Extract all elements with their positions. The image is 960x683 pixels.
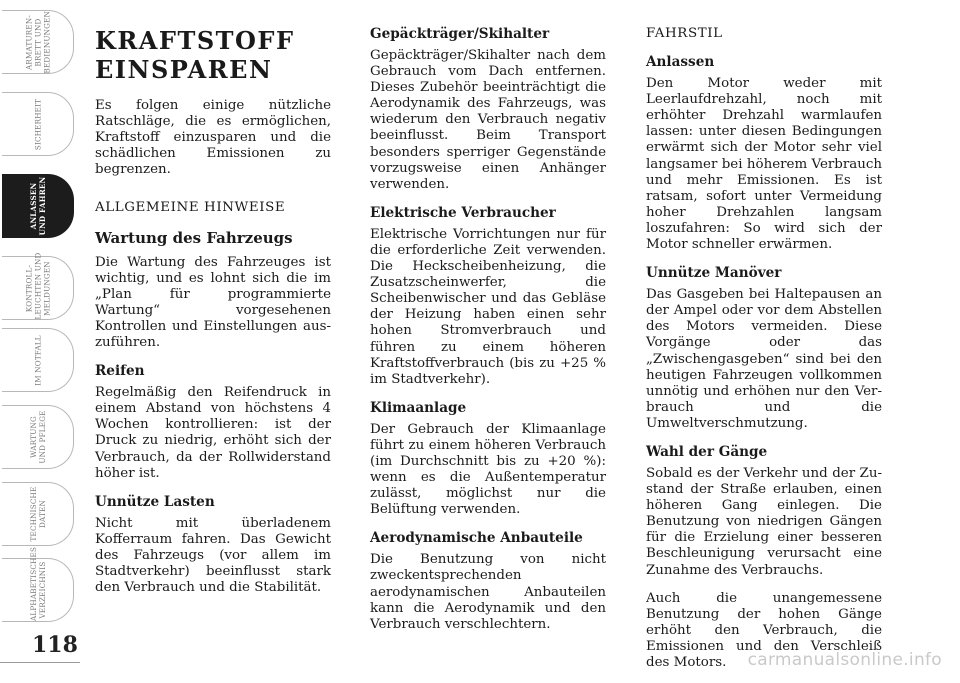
section-heading-fahrstil: FAHRSTIL: [646, 26, 723, 41]
tab-label: ANLASSEN UND FAHREN: [28, 176, 47, 236]
tab-label: KONTROLL- LEUCHTEN UND MELDUNGEN: [24, 252, 51, 319]
tab-im-notfall[interactable]: [2, 328, 74, 392]
paragraph-reifen: Regelmäßig den Reifendruck in einem Abstand von höchstens 4 Wochen kontrollieren: ist der Druck zu niedrig, erhöht sich der Verbrauch, da der Rollwiderstand höher ist.: [95, 385, 331, 481]
tab-kontrollleuchten[interactable]: [2, 252, 74, 320]
page-title: [95, 26, 331, 84]
tab-label: ARMATUREN- BRETT UND BEDIENUNGEN: [24, 10, 51, 73]
section-heading-general: ALLGEMEINE HINWEISE: [95, 200, 286, 216]
heading-gaenge: Wahl der Gänge: [646, 443, 768, 460]
tab-wartung-und-pflege[interactable]: [2, 405, 74, 469]
heading-manoever: Unnütze Manöver: [646, 265, 782, 282]
tab-label: ALPHABETISCHES VERZEICHNIS: [28, 546, 47, 621]
paragraph-klima: Der Gebrauch der Klimaanlage führt zu einem höheren Verbrauch (im Durchschnitt bis zu +20 %): wenn es die Außentemperatur zulässt, möglichst nur die Belüftung verwenden.: [370, 421, 606, 518]
title-line-1: KRAFTSTOFF: [95, 26, 295, 55]
paragraph-wartung: Die Wartung des Fahrzeuges ist wichtig, und es lohnt sich die im „Plan für programmierte Wartung“ vorgesehenen Kontrollen und Einstellungen auszuführen.: [95, 254, 331, 351]
column-1: [95, 26, 331, 608]
heading-wartung: Wartung des Fahrzeugs: [95, 228, 293, 247]
paragraph-elektrisch: Elektrische Vorrichtungen nur für die erforderliche Zeit verwenden. Die Heckscheibenheizung, die Zusatzscheinwerfer, die Scheibenwischer und das Gebläse der Heizung haben einen sehr hohen Stromverbrauch und führen zu einem höheren Kraftstoffverbrauch (bis zu +25 % im Stadtverkehr).: [370, 226, 606, 387]
tab-anlassen-und-fahren[interactable]: [2, 174, 74, 238]
column-3: [646, 26, 882, 683]
column-2: [370, 26, 606, 645]
heading-aero: Aerodynamische Anbauteile: [370, 530, 583, 547]
paragraph-lasten: Nicht mit überladenem Kofferraum fahren. Das Gewicht des Fahrzeugs (vor allem im Stadtverkehr) beeinflusst stark den Verbrauch und die Stabilität.: [95, 515, 331, 596]
paragraph-manoever: Das Gasgeben bei Haltepausen an der Ampel oder vor dem Abstellen des Motors vermeiden. Diese Vorgänge oder das „Zwischengasgeben“ sind bei den heutigen Fahrzeugen vollkommen unnötig und erhöhen nur den Verbrauch und die Umweltverschmutzung.: [646, 287, 882, 431]
page-number: 118: [32, 632, 78, 658]
watermark: carmanualsonline.info: [747, 650, 942, 670]
title-line-2: EINSPAREN: [95, 55, 273, 84]
paragraph-anlassen: Den Motor weder mit Leerlaufdrehzahl, noch mit erhöhter Drehzahl warmlaufen lassen: unter diesen Bedingungen erwärmt sich der Motor sehr viel langsamer bei höherem Verbrauch und mehr Emissionen. Es ist ratsam, sofort unter Vermeidung hoher Drehzahlen langsam loszufahren: So wird sich der Motor schneller erwärmen.: [646, 76, 882, 253]
tab-label: TECHNISCHE DATEN: [28, 486, 47, 542]
divider: [0, 662, 80, 663]
heading-anlassen: Anlassen: [646, 54, 715, 71]
tab-label: IM NOTFALL: [33, 334, 42, 386]
tab-armaturenbrett[interactable]: [2, 10, 74, 74]
intro-paragraph: Es folgen einige nützliche Ratschläge, die es ermöglichen, Kraftstoff einzusparen und die schädlichen Emissionen zu begrenzen.: [95, 98, 331, 178]
heading-elektrisch: Elektrische Verbraucher: [370, 204, 556, 221]
tab-technische-daten[interactable]: [2, 482, 74, 546]
tab-label: SICHERHEIT: [33, 98, 42, 150]
heading-reifen: Reifen: [95, 363, 145, 380]
heading-gepaeck: Gepäckträger/Skihalter: [370, 26, 550, 42]
tab-label: WARTUNG UND PFLEGE: [28, 410, 47, 464]
heading-lasten: Unnütze Lasten: [95, 493, 215, 510]
paragraph-aero: Die Benutzung von nicht zweckentsprechenden aerodynamischen Anbauteilen kann die Aerodynamik und den Verbrauch verschlechtern.: [370, 552, 606, 632]
tab-alphabetisches-verzeichnis[interactable]: [2, 546, 74, 622]
paragraph-gepaeck: Gepäckträger/Skihalter nach dem Gebrauch vom Dach entfernen. Dieses Zubehör beeinträchtigt die Aerodynamik des Fahrzeugs, was wiederum den Verbrauch negativ beeinflusst. Beim Transport besonders sperriger Gegenstände vorzugsweise einen Anhänger verwenden.: [370, 48, 606, 192]
chapter-sidebar: [0, 0, 80, 650]
paragraph-gaenge-2: Auch die unangemessene Benutzung der hohen Gänge erhöht den Verbrauch, die Emissionen und den Verschleiß des Motors.: [646, 590, 882, 670]
heading-klima: Klimaanlage: [370, 399, 467, 416]
tab-sicherheit[interactable]: [2, 92, 74, 156]
paragraph-gaenge-1: Sobald es der Verkehr und der Zustand der Straße erlauben, einen höheren Gang einlegen. Die Benutzung von niedrigen Gängen für die Erzielung einer besseren Beschleunigung verursacht eine Zunahme des Verbrauchs.: [646, 465, 882, 578]
